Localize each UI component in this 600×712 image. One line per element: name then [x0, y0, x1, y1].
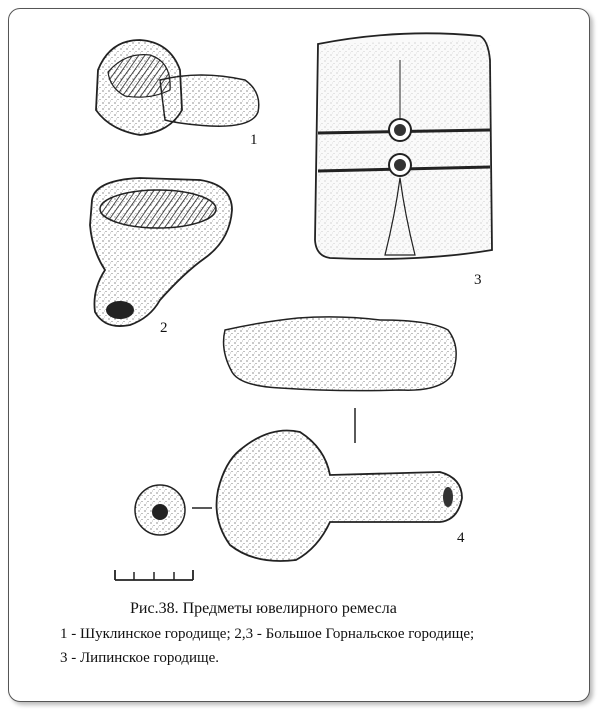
label-item-1: 1: [250, 132, 258, 148]
scale-bar: [115, 570, 193, 580]
legend-line-1: 1 - Шуклинское городище; 2,3 - Большое Горнальское городище;: [60, 626, 475, 642]
label-item-3: 3: [474, 272, 482, 288]
label-item-2: 2: [160, 320, 168, 336]
artifact-4-fragment: [224, 317, 457, 391]
artifact-4-end-view: [135, 485, 185, 535]
legend-line-2: 3 - Липинское городище.: [60, 650, 220, 666]
artifact-4-tool: [217, 430, 463, 561]
artifact-3-mould-plate: [315, 33, 492, 259]
label-item-4: 4: [457, 530, 465, 546]
figure-caption: Рис.38. Предметы ювелирного ремесла: [130, 600, 397, 617]
artifact-2-ladle: [90, 178, 232, 326]
artifact-1-crucible: [96, 40, 259, 135]
